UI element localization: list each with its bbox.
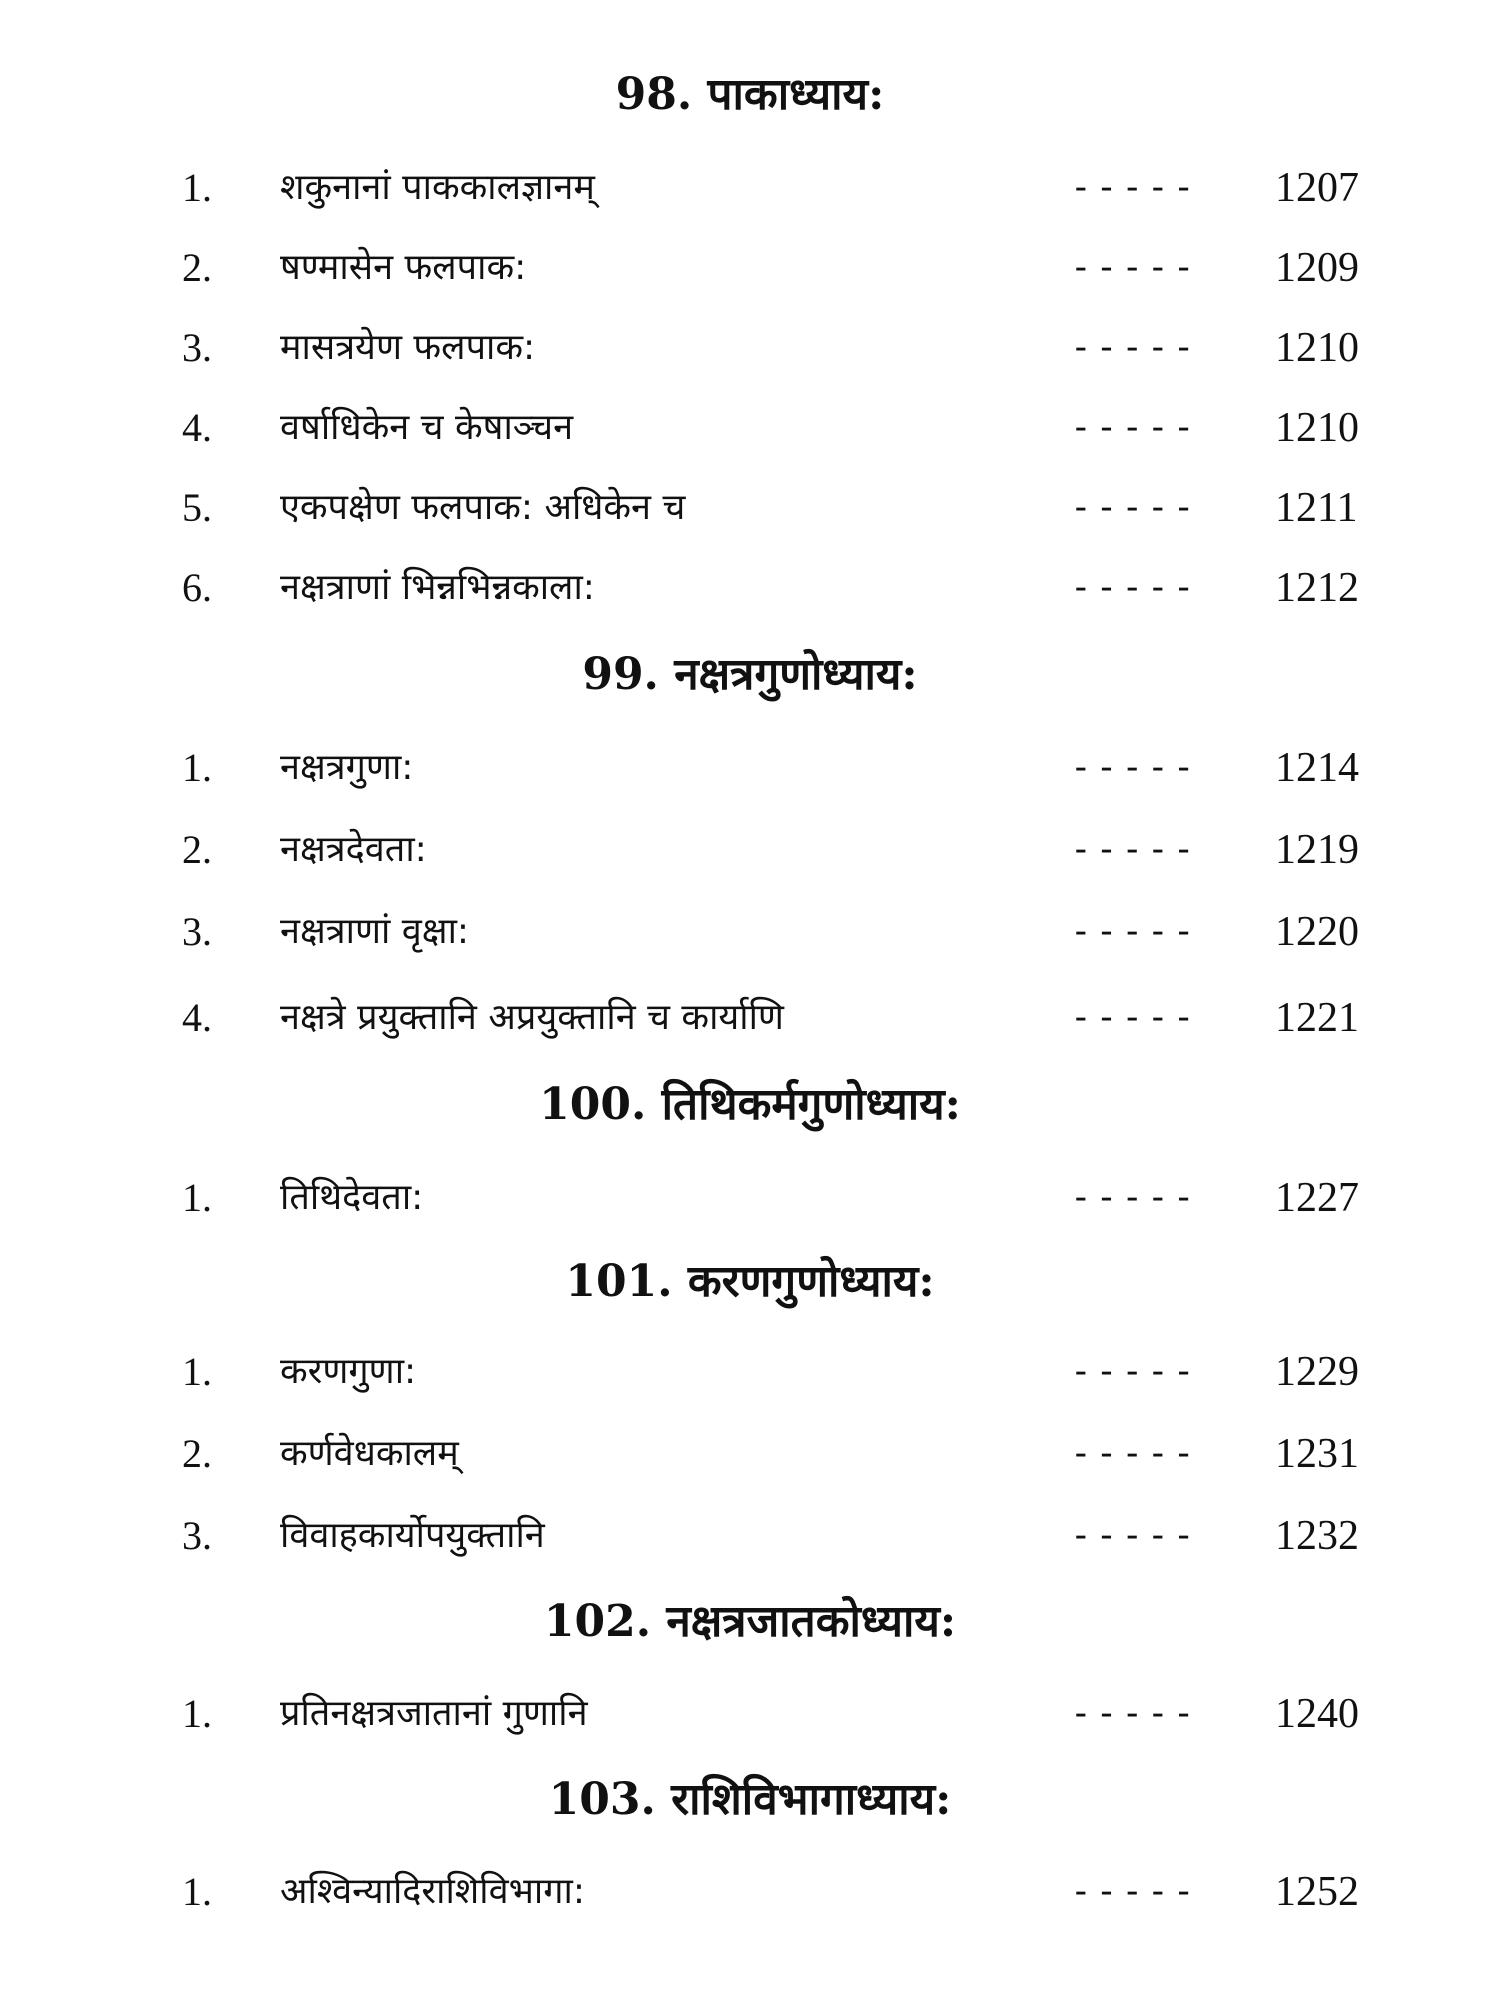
toc-entry bbox=[0, 1168, 1500, 1228]
toc-entry bbox=[0, 988, 1500, 1048]
chapter-heading: 103. राशिविभागाध्याय: bbox=[548, 1774, 952, 1825]
chapter-heading: 101. करणगुणोध्याय: bbox=[565, 1256, 935, 1307]
entry-leader: ----- bbox=[1070, 911, 1199, 952]
entry-number: 1. bbox=[182, 1175, 212, 1220]
entry-leader: ----- bbox=[1070, 407, 1199, 448]
entry-title: वर्षाधिकेन च केषाञ्चन bbox=[280, 407, 574, 448]
toc-entry bbox=[0, 1862, 1500, 1922]
entry-number: 2. bbox=[182, 827, 212, 872]
entry-leader: ----- bbox=[1070, 1433, 1199, 1474]
entry-page-number: 1207 bbox=[1275, 165, 1359, 211]
toc-entry bbox=[0, 478, 1500, 538]
entry-number: 1. bbox=[182, 1349, 212, 1394]
entry-leader: ----- bbox=[1070, 567, 1199, 608]
entry-leader: ----- bbox=[1070, 1693, 1199, 1734]
chapter-heading: 102. नक्षत्रजातकोध्याय: bbox=[543, 1596, 957, 1647]
toc-entry bbox=[0, 1506, 1500, 1566]
toc-entry bbox=[0, 820, 1500, 880]
entry-number: 4. bbox=[182, 995, 212, 1040]
entry-page-number: 1209 bbox=[1275, 245, 1359, 291]
entry-title: मासत्रयेण फलपाक: bbox=[280, 327, 536, 368]
entry-title: तिथिदेवता: bbox=[280, 1177, 424, 1218]
entry-leader: ----- bbox=[1070, 487, 1199, 528]
entry-leader: ----- bbox=[1070, 247, 1199, 288]
entry-title: नक्षत्रदेवता: bbox=[280, 829, 427, 870]
chapter-heading: 100. तिथिकर्मगुणोध्याय: bbox=[539, 1079, 961, 1130]
toc-entry bbox=[0, 238, 1500, 298]
entry-leader: ----- bbox=[1070, 997, 1199, 1038]
entry-title: प्रतिनक्षत्रजातानां गुणानि bbox=[280, 1693, 588, 1734]
entry-title: शकुनानां पाककालज्ञानम् bbox=[280, 167, 595, 208]
entry-number: 2. bbox=[182, 245, 212, 290]
entry-number: 6. bbox=[182, 565, 212, 610]
entry-number: 3. bbox=[182, 325, 212, 370]
entry-page-number: 1227 bbox=[1275, 1175, 1359, 1221]
toc-entry bbox=[0, 398, 1500, 458]
entry-page-number: 1232 bbox=[1275, 1513, 1359, 1559]
chapter-heading: 98. पाकाध्याय: bbox=[615, 69, 885, 120]
entry-number: 1. bbox=[182, 165, 212, 210]
entry-title: अश्विन्यादिराशिविभागा: bbox=[280, 1871, 585, 1912]
entry-leader: ----- bbox=[1070, 327, 1199, 368]
toc-entry bbox=[0, 558, 1500, 618]
entry-page-number: 1219 bbox=[1275, 827, 1359, 873]
entry-page-number: 1252 bbox=[1275, 1869, 1359, 1915]
entry-title: नक्षत्राणां वृक्षा: bbox=[280, 911, 470, 952]
entry-leader: ----- bbox=[1070, 747, 1199, 788]
entry-title: नक्षत्रे प्रयुक्तानि अप्रयुक्तानि च कार्याणि bbox=[280, 997, 784, 1038]
entry-title: कर्णवेधकालम् bbox=[280, 1433, 459, 1474]
entry-page-number: 1240 bbox=[1275, 1691, 1359, 1737]
toc-entry bbox=[0, 902, 1500, 962]
entry-leader: ----- bbox=[1070, 1177, 1199, 1218]
toc-entry bbox=[0, 1684, 1500, 1744]
entry-number: 2. bbox=[182, 1431, 212, 1476]
entry-page-number: 1212 bbox=[1275, 565, 1359, 611]
entry-page-number: 1231 bbox=[1275, 1431, 1359, 1477]
entry-page-number: 1211 bbox=[1275, 485, 1358, 531]
entry-page-number: 1220 bbox=[1275, 909, 1359, 955]
entry-page-number: 1210 bbox=[1275, 405, 1359, 451]
entry-title: विवाहकार्योपयुक्तानि bbox=[280, 1515, 545, 1556]
entry-number: 5. bbox=[182, 485, 212, 530]
toc-entry bbox=[0, 1424, 1500, 1484]
entry-title: नक्षत्राणां भिन्नभिन्नकाला: bbox=[280, 567, 595, 608]
entry-title: एकपक्षेण फलपाक: अधिकेन च bbox=[280, 487, 686, 528]
entry-number: 4. bbox=[182, 405, 212, 450]
entry-page-number: 1221 bbox=[1275, 995, 1359, 1041]
entry-page-number: 1210 bbox=[1275, 325, 1359, 371]
toc-entry bbox=[0, 158, 1500, 218]
toc-entry bbox=[0, 1342, 1500, 1402]
entry-leader: ----- bbox=[1070, 1515, 1199, 1556]
entry-leader: ----- bbox=[1070, 167, 1199, 208]
toc-entry bbox=[0, 318, 1500, 378]
entry-leader: ----- bbox=[1070, 1351, 1199, 1392]
entry-leader: ----- bbox=[1070, 829, 1199, 870]
entry-title: करणगुणा: bbox=[280, 1351, 417, 1392]
toc-entry bbox=[0, 738, 1500, 798]
entry-title: षण्मासेन फलपाक: bbox=[280, 247, 527, 288]
entry-leader: ----- bbox=[1070, 1871, 1199, 1912]
entry-page-number: 1229 bbox=[1275, 1349, 1359, 1395]
entry-number: 3. bbox=[182, 1513, 212, 1558]
entry-number: 1. bbox=[182, 745, 212, 790]
entry-title: नक्षत्रगुणा: bbox=[280, 747, 414, 788]
entry-number: 1. bbox=[182, 1691, 212, 1736]
entry-number: 1. bbox=[182, 1869, 212, 1914]
entry-page-number: 1214 bbox=[1275, 745, 1359, 791]
entry-number: 3. bbox=[182, 909, 212, 954]
chapter-heading: 99. नक्षत्रगुणोध्याय: bbox=[582, 649, 918, 700]
